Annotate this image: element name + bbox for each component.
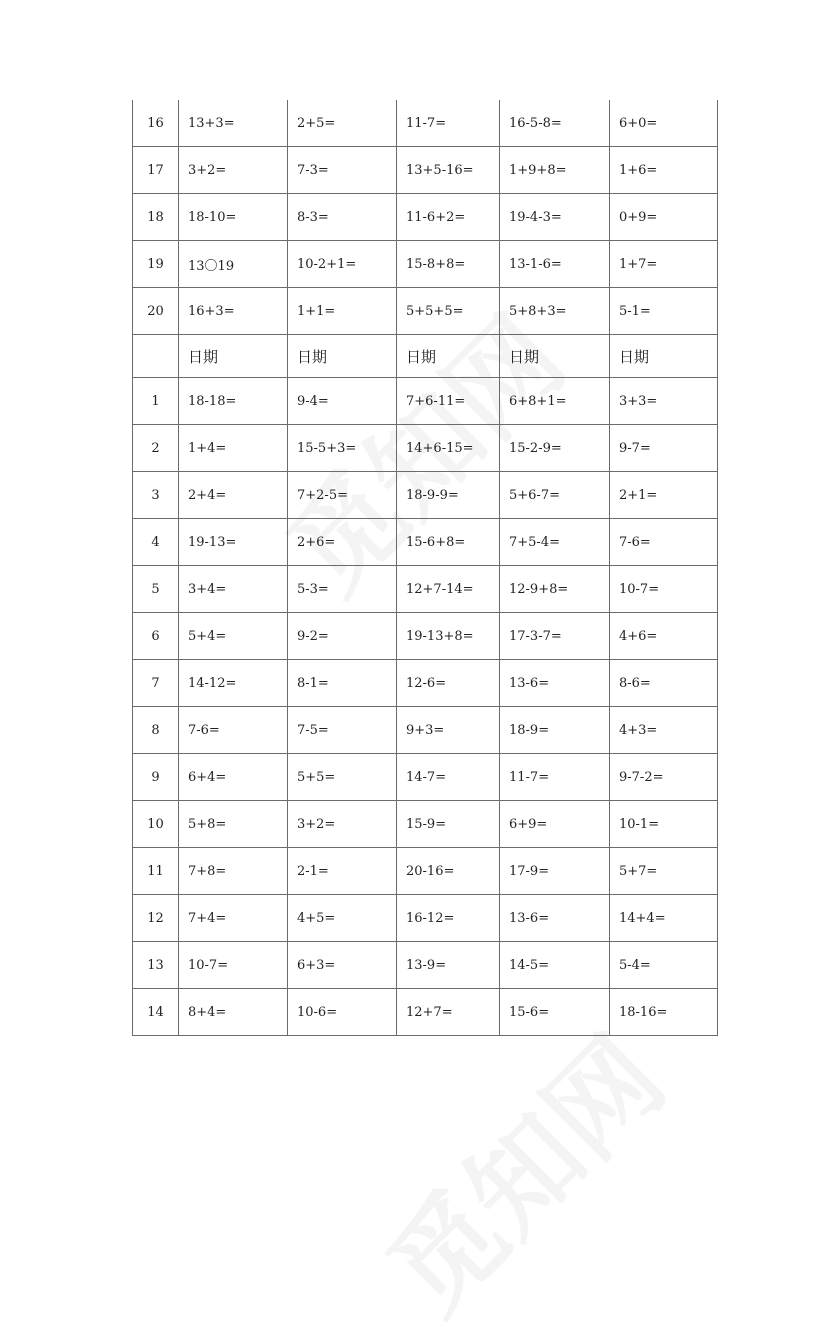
problem-cell: 11-7= xyxy=(500,754,610,801)
problem-cell: 4+5= xyxy=(288,895,397,942)
rows-16-to-20 xyxy=(133,100,718,335)
rows-1-to-14 xyxy=(133,378,718,1036)
problem-cell: 3+4= xyxy=(179,566,288,613)
table-row xyxy=(133,801,718,848)
problem-cell: 5-4= xyxy=(610,942,718,989)
problem-cell: 5-1= xyxy=(610,288,718,335)
problem-cell: 2+1= xyxy=(610,472,718,519)
problem-cell: 5+8= xyxy=(179,801,288,848)
problem-cell: 3+2= xyxy=(179,147,288,194)
problem-cell: 9-2= xyxy=(288,613,397,660)
problem-cell: 6+9= xyxy=(500,801,610,848)
problem-cell: 10-7= xyxy=(610,566,718,613)
problem-cell: 0+9= xyxy=(610,194,718,241)
problem-cell: 11-7= xyxy=(397,100,500,147)
table-row xyxy=(133,378,718,425)
table-row xyxy=(133,707,718,754)
problem-cell: 5+4= xyxy=(179,613,288,660)
problem-cell: 19-13= xyxy=(179,519,288,566)
row-number-cell: 11 xyxy=(133,848,179,895)
date-header-cell: 日期 xyxy=(179,335,288,378)
problem-cell: 5-3= xyxy=(288,566,397,613)
problem-cell: 20-16= xyxy=(397,848,500,895)
row-number-cell: 18 xyxy=(133,194,179,241)
row-number-cell: 17 xyxy=(133,147,179,194)
table-row xyxy=(133,241,718,288)
problem-cell: 15-2-9= xyxy=(500,425,610,472)
row-number-cell: 9 xyxy=(133,754,179,801)
problem-cell: 6+0= xyxy=(610,100,718,147)
date-header-cell: 日期 xyxy=(500,335,610,378)
problem-cell: 13-1-6= xyxy=(500,241,610,288)
row-number-cell: 8 xyxy=(133,707,179,754)
problem-cell: 12+7= xyxy=(397,989,500,1036)
problem-cell: 5+5+5= xyxy=(397,288,500,335)
problem-cell: 7+2-5= xyxy=(288,472,397,519)
problem-cell: 10-7= xyxy=(179,942,288,989)
row-number-cell: 20 xyxy=(133,288,179,335)
row-number-cell: 6 xyxy=(133,613,179,660)
problem-cell: 2+6= xyxy=(288,519,397,566)
problem-cell: 5+5= xyxy=(288,754,397,801)
problem-cell: 8-3= xyxy=(288,194,397,241)
problem-cell: 16-12= xyxy=(397,895,500,942)
watermark-text-lower xyxy=(347,996,692,1341)
problem-cell: 13-6= xyxy=(500,895,610,942)
problem-cell: 7+4= xyxy=(179,895,288,942)
problem-cell: 12+7-14= xyxy=(397,566,500,613)
problem-cell: 9+3= xyxy=(397,707,500,754)
problem-cell: 14-7= xyxy=(397,754,500,801)
table-row xyxy=(133,100,718,147)
table-row xyxy=(133,425,718,472)
problem-cell: 6+8+1= xyxy=(500,378,610,425)
row-number-cell: 16 xyxy=(133,100,179,147)
row-number-cell: 5 xyxy=(133,566,179,613)
problem-cell: 4+6= xyxy=(610,613,718,660)
problem-cell: 3+3= xyxy=(610,378,718,425)
table-row xyxy=(133,194,718,241)
problem-cell: 4+3= xyxy=(610,707,718,754)
problem-cell: 15-5+3= xyxy=(288,425,397,472)
table-row xyxy=(133,660,718,707)
problem-cell: 14-5= xyxy=(500,942,610,989)
table-row xyxy=(133,613,718,660)
problem-cell: 11-6+2= xyxy=(397,194,500,241)
date-header-row xyxy=(133,335,718,378)
problem-cell: 7+6-11= xyxy=(397,378,500,425)
row-number-cell: 7 xyxy=(133,660,179,707)
problem-cell: 7-6= xyxy=(610,519,718,566)
problem-cell: 14+4= xyxy=(610,895,718,942)
arithmetic-worksheet-table xyxy=(132,100,718,1036)
problem-cell: 19-13+8= xyxy=(397,613,500,660)
problem-cell: 6+4= xyxy=(179,754,288,801)
table-row xyxy=(133,848,718,895)
table-row xyxy=(133,566,718,613)
problem-cell: 17-9= xyxy=(500,848,610,895)
problem-cell: 7-5= xyxy=(288,707,397,754)
problem-cell: 1+4= xyxy=(179,425,288,472)
problem-cell: 10-6= xyxy=(288,989,397,1036)
table-row xyxy=(133,942,718,989)
problem-cell: 1+9+8= xyxy=(500,147,610,194)
problem-cell: 16-5-8= xyxy=(500,100,610,147)
table-row xyxy=(133,519,718,566)
problem-cell: 9-7-2= xyxy=(610,754,718,801)
problem-cell: 16+3= xyxy=(179,288,288,335)
problem-cell: 1+1= xyxy=(288,288,397,335)
problem-cell: 6+3= xyxy=(288,942,397,989)
table-row xyxy=(133,147,718,194)
table-row xyxy=(133,288,718,335)
problem-cell: 13〇19 xyxy=(179,241,288,288)
row-number-cell: 10 xyxy=(133,801,179,848)
problem-cell: 2+5= xyxy=(288,100,397,147)
problem-cell: 15-6= xyxy=(500,989,610,1036)
date-header-cell: 日期 xyxy=(610,335,718,378)
problem-cell: 7-6= xyxy=(179,707,288,754)
problem-cell: 19-4-3= xyxy=(500,194,610,241)
problem-cell: 5+7= xyxy=(610,848,718,895)
row-number-cell: 1 xyxy=(133,378,179,425)
problem-cell: 17-3-7= xyxy=(500,613,610,660)
problem-cell: 2+4= xyxy=(179,472,288,519)
problem-cell: 13+5-16= xyxy=(397,147,500,194)
problem-cell: 8-1= xyxy=(288,660,397,707)
problem-cell: 13-9= xyxy=(397,942,500,989)
date-header-cell: 日期 xyxy=(288,335,397,378)
problem-cell: 10-2+1= xyxy=(288,241,397,288)
date-header-group xyxy=(133,335,718,378)
row-number-cell: 2 xyxy=(133,425,179,472)
problem-cell: 14-12= xyxy=(179,660,288,707)
row-number-cell: 3 xyxy=(133,472,179,519)
problem-cell: 10-1= xyxy=(610,801,718,848)
table-row xyxy=(133,989,718,1036)
problem-cell: 5+6-7= xyxy=(500,472,610,519)
problem-cell: 18-9-9= xyxy=(397,472,500,519)
row-number-cell: 14 xyxy=(133,989,179,1036)
problem-cell: 1+7= xyxy=(610,241,718,288)
problem-cell: 9-7= xyxy=(610,425,718,472)
problem-cell: 15-6+8= xyxy=(397,519,500,566)
problem-cell: 5+8+3= xyxy=(500,288,610,335)
problem-cell: 18-16= xyxy=(610,989,718,1036)
row-number-cell: 13 xyxy=(133,942,179,989)
problem-cell: 12-6= xyxy=(397,660,500,707)
problem-cell: 8-6= xyxy=(610,660,718,707)
problem-cell: 7+5-4= xyxy=(500,519,610,566)
problem-cell: 14+6-15= xyxy=(397,425,500,472)
problem-cell: 7-3= xyxy=(288,147,397,194)
problem-cell: 13+3= xyxy=(179,100,288,147)
problem-cell: 9-4= xyxy=(288,378,397,425)
problem-cell: 3+2= xyxy=(288,801,397,848)
date-header-cell: 日期 xyxy=(397,335,500,378)
problem-cell: 2-1= xyxy=(288,848,397,895)
problem-cell: 15-9= xyxy=(397,801,500,848)
problem-cell: 13-6= xyxy=(500,660,610,707)
problem-cell: 1+6= xyxy=(610,147,718,194)
row-number-cell: 12 xyxy=(133,895,179,942)
row-number-cell: 4 xyxy=(133,519,179,566)
problem-cell: 12-9+8= xyxy=(500,566,610,613)
problem-cell: 8+4= xyxy=(179,989,288,1036)
problem-cell: 7+8= xyxy=(179,848,288,895)
header-blank-cell xyxy=(133,335,179,378)
row-number-cell: 19 xyxy=(133,241,179,288)
problem-cell: 18-10= xyxy=(179,194,288,241)
table-row xyxy=(133,472,718,519)
problem-cell: 18-9= xyxy=(500,707,610,754)
table-row xyxy=(133,754,718,801)
problem-cell: 18-18= xyxy=(179,378,288,425)
table-row xyxy=(133,895,718,942)
problem-cell: 15-8+8= xyxy=(397,241,500,288)
